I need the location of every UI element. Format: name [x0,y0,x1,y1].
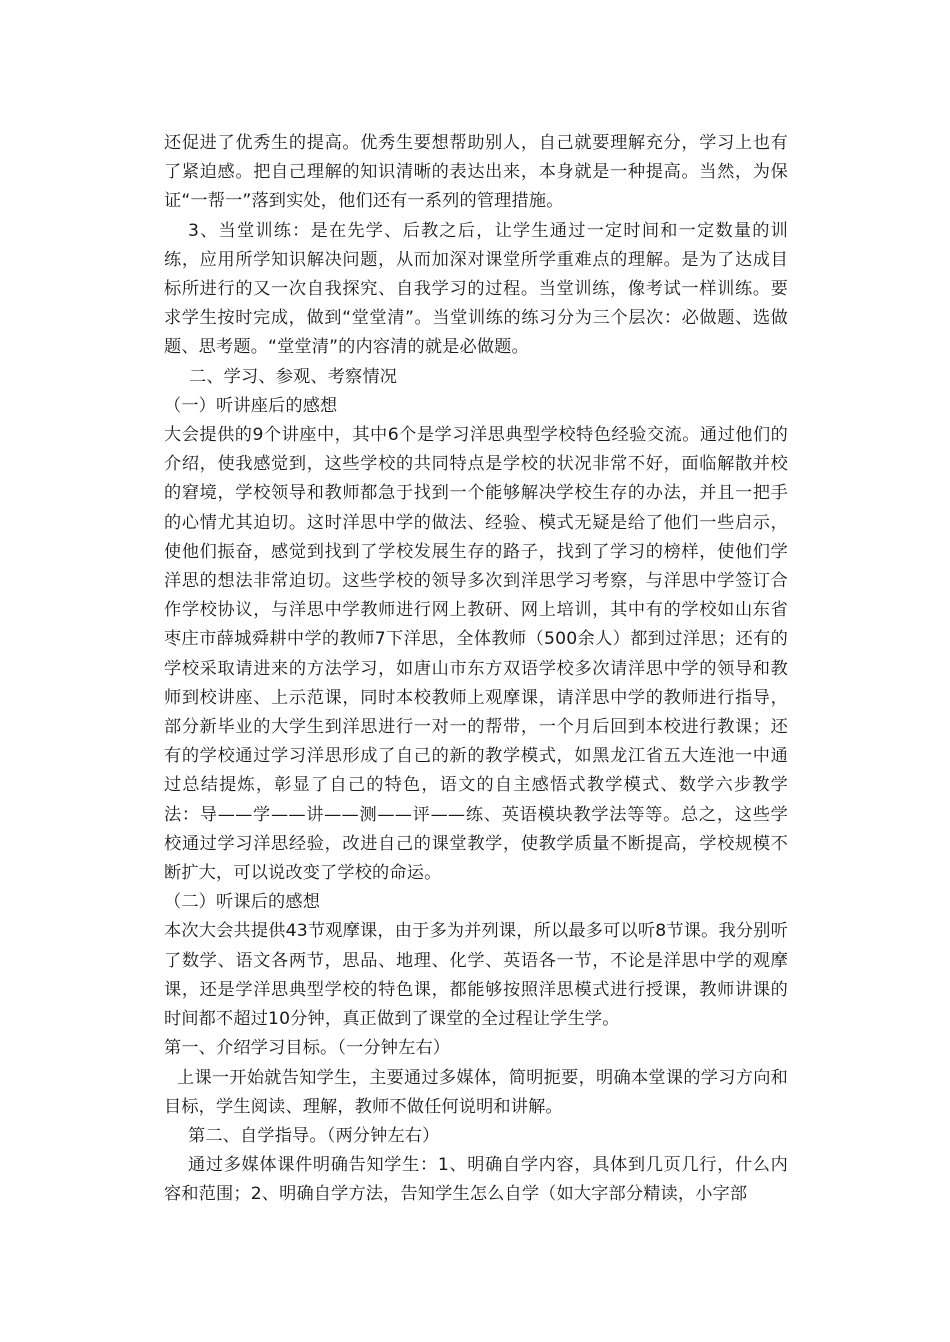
subheading-class-thoughts: （二）听课后的感想 [164,892,321,913]
paragraph-lecture-thoughts: 大会提供的9个讲座中，其中6个是学习洋思典型学校特色经验交流。通过他们的介绍，使我感觉到，这些学校的共同特点是学校的状况非常不好，面临解散并校的窘境，学校领导和教师都急于找到一个能够解决学校生存的办法，并且一把手的心情尤其迫切。这时洋思中学的做法、经验、模式无疑是给了他们一些启示，使他们振奋，感觉到找到了学校发展生存的路子，找到了学习的榜样，使他们学洋思的想法非常迫切。这些学校的领导多次到洋思学习考察，与洋思中学签订合作学校协议，与洋思中学教师进行网上教研、网上培训，其中有的学校如山东省枣庄市薛城舜耕中学的教师7下洋思，全体教师（500余人）都到过洋思；还有的学校采取请进来的方法学习，如唐山市东方双语学校多次请洋思中学的领导和教师到校讲座、上示范课，同时本校教师上观摩课，请洋思中学的教师进行指导，部分新毕业的大学生到洋思进行一对一的帮带，一个月后回到本校进行教课；还有的学校通过学习洋思形成了自己的新的教学模式，如黑龙江省五大连池一中通过总结提炼，彰显了自己的特色，语文的自主感悟式教学模式、数学六步教学法：导——学——讲——测——评——练、英语模块教学法等等。总之，这些学校通过学习洋思经验，改进自己的课堂教学，使教学质量不断提高，学校规模不断扩大，可以说改变了学校的命运。 [164,425,788,884]
step-two-heading: 第二、自学指导。（两分钟左右） [188,1125,440,1146]
paragraph-class-training: 3、当堂训练：是在先学、后教之后，让学生通过一定时间和一定数量的训练，应用所学知识解决问题，从而加深对课堂所学重难点的理解。是为了达成目标所进行的又一次自我探究、自我学习的过程。当堂训练，像考试一样训练。要求学生按时完成，做到“堂堂清”。当堂训练的练习分为三个层次：必做题、选做题、思考题。“堂堂清”的内容清的就是必做题。 [164,220,788,358]
paragraph-step-one: 上课一开始就告知学生，主要通过多媒体，简明扼要，明确本堂课的学习方向和目标，学生阅读、理解，教师不做任何说明和讲解。 [164,1067,788,1117]
step-one-heading: 第一、介绍学习目标。（一分钟左右） [164,1038,451,1059]
subheading-lecture-thoughts: （一）听讲座后的感想 [164,395,338,416]
paragraph-step-two: 通过多媒体课件明确告知学生：1、明确自学内容，具体到几页几行，什么内容和范围；2、明确自学方法，告知学生怎么自学（如大字部分精读，小字部 [164,1155,788,1205]
paragraph-peer-help: 还促进了优秀生的提高。优秀生要想帮助别人，自己就要理解充分，学习上也有了紧迫感。把自己理解的知识清晰的表达出来，本身就是一种提高。当然，为保证“一帮一”落到实处，他们还有一系列的管理措施。 [164,133,788,212]
paragraph-class-thoughts: 本次大会共提供43节观摩课，由于多为并列课，所以最多可以听8节课。我分别听了数学、语文各两节，思品、地理、化学、英语各一节，不论是洋思中学的观摩课，还是学洋思典型学校的特色课，都能够按照洋思模式进行授课，教师讲课的时间都不超过10分钟，真正做到了课堂的全过程让学生学。 [164,921,788,1030]
section-heading-study-visit: 二、学习、参观、考察情况 [189,366,398,387]
document-body [164,129,788,1210]
